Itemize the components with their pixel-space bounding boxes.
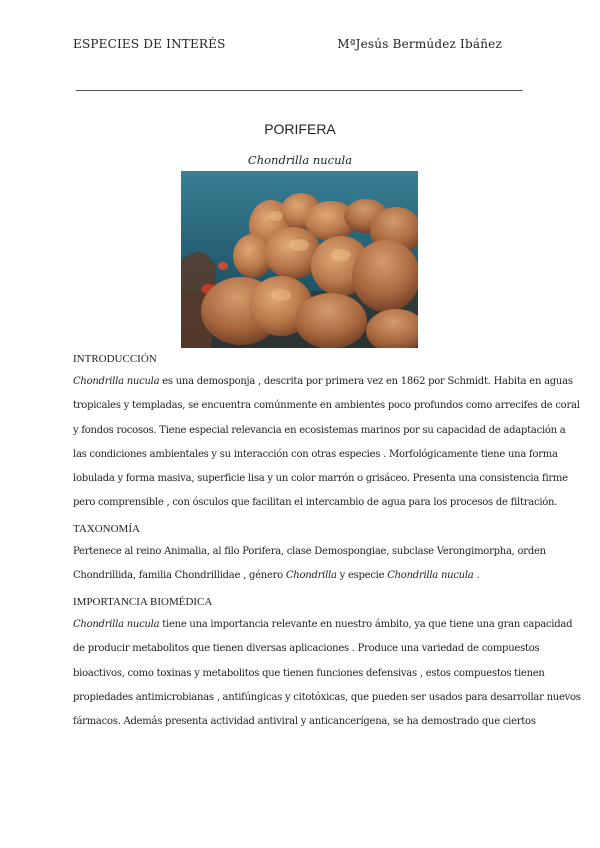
section-heading-importancia-biomedica: IMPORTANCIA BIOMÉDICA — [73, 596, 213, 608]
species-name: Chondrilla nucula — [73, 619, 160, 630]
text-line: Chondrilla nucula tiene una importancia relevante en nuestro ámbito, ya que tiene una gran capacidad — [73, 619, 573, 630]
header-author: MªJesús Bermúdez Ibáñez — [337, 37, 502, 51]
text-line: Chondrillida, familia Chondrillidae , género Chondrilla y especie Chondrilla nucula . — [73, 570, 480, 582]
text-line: propiedades antimicrobianas , antifúngicas y citotóxicas, que pueden ser usados para desarrollar nuevos — [73, 691, 581, 703]
text-line: Chondrilla nucula es una demosponja , descrita por primera vez en 1862 por Schmidt. Habita en aguas — [73, 376, 573, 387]
text-line: pero comprensible , con ósculos que facilitan el intercambio de agua para los procesos de filtración. — [73, 497, 558, 509]
species-name: Chondrilla nucula — [387, 570, 474, 582]
text-line: tropicales y templadas, se encuentra comúnmente en ambientes poco profundos como arrecifes de coral — [73, 400, 580, 412]
genus-name: Chondrilla — [285, 570, 337, 582]
species-name: Chondrilla nucula — [73, 376, 160, 387]
species-subtitle: Chondrilla nucula — [247, 153, 353, 167]
paragraph-taxonomia — [73, 540, 546, 589]
page-title: PORIFERA — [264, 121, 336, 137]
section-heading-introduccion: INTRODUCCIÓN — [73, 353, 157, 365]
text-line: de producir metabolitos que tienen diversas aplicaciones . Produce una variedad de compuestos — [73, 643, 540, 655]
paragraph-importancia-biomedica — [73, 613, 581, 734]
text-line: lobulada y forma masiva, superficie lisa y un color marrón o grisáceo. Presenta una consistencia firme — [73, 473, 568, 485]
text-line: las condiciones ambientales y su interacción con otras especies . Morfológicamente tiene una forma — [73, 448, 558, 460]
text-line: Pertenece al reino Animalia, al filo Porifera, clase Demospongiae, subclase Verongimorpha, orden — [73, 546, 546, 557]
text-line: fármacos. Además presenta actividad antiviral y anticancerígena, se ha demostrado que ciertos — [73, 716, 536, 728]
paragraph-introduccion — [73, 370, 580, 516]
sponge-photo — [181, 171, 418, 348]
header-left: ESPECIES DE INTERÉS — [73, 37, 226, 51]
header-divider — [76, 90, 523, 91]
section-heading-taxonomia: TAXONOMÍA — [73, 523, 140, 535]
text-line: bioactivos, como toxinas y metabolitos que tienen funciones defensivas , estos compuestos tienen — [73, 667, 545, 679]
text-line: y fondos rocosos. Tiene especial relevancia en ecosistemas marinos por su capacidad de adaptación a — [73, 424, 566, 436]
